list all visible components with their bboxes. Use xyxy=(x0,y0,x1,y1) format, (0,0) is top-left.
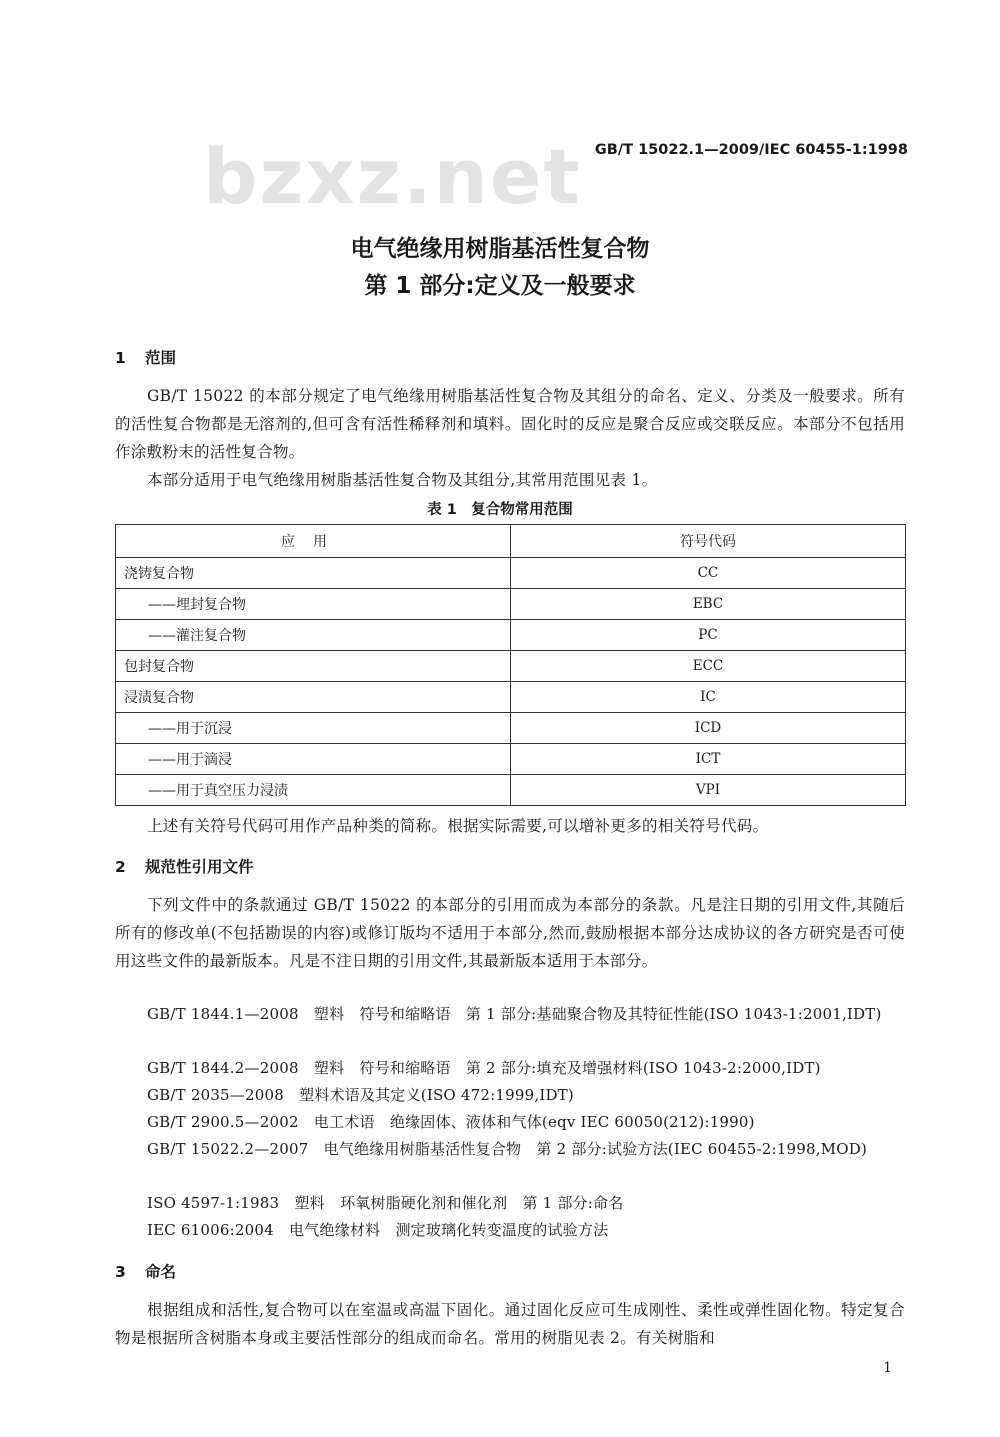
table-row xyxy=(116,651,906,682)
reference-item: GB/T 1844.1—2008 塑料 符号和缩略语 第 1 部分:基础聚合物及其特征性能(ISO 1043-1:2001,IDT) xyxy=(147,1005,882,1023)
table-1 xyxy=(115,524,906,806)
application-cell: 浇铸复合物 xyxy=(116,558,511,589)
reference-item: GB/T 15022.2—2007 电气绝缘用树脂基活性复合物 第 2 部分:试验方法(IEC 60455-2:1998,MOD) xyxy=(147,1140,868,1158)
application-cell: ——用于滴浸 xyxy=(116,744,511,775)
reference-item: GB/T 1844.2—2008 塑料 符号和缩略语 第 2 部分:填充及增强材料(ISO 1043-2:2000,IDT) xyxy=(147,1059,821,1077)
code-cell: IC xyxy=(511,682,906,713)
application-cell: ——用于沉浸 xyxy=(116,713,511,744)
code-cell: ECC xyxy=(511,651,906,682)
reference-item: GB/T 2900.5—2002 电工术语 绝缘固体、液体和气体(eqv IEC 60050(212):1990) xyxy=(147,1113,755,1131)
table-row xyxy=(116,589,906,620)
section-3-number: 3 xyxy=(115,1263,126,1281)
section-1-paragraph-2: 本部分适用于电气绝缘用树脂基活性复合物及其组分,其常用范围见表 1。 xyxy=(147,471,658,489)
page-number: 1 xyxy=(883,1360,892,1376)
column-header-application: 应用 xyxy=(116,525,511,558)
table-row xyxy=(116,744,906,775)
table-header-row xyxy=(116,525,906,558)
section-2-number: 2 xyxy=(115,858,126,876)
section-1-title: 范围 xyxy=(145,349,177,367)
reference-item: ISO 4597-1:1983 塑料 环氧树脂硬化剂和催化剂 第 1 部分:命名 xyxy=(147,1194,624,1212)
code-cell: PC xyxy=(511,620,906,651)
table-row xyxy=(116,713,906,744)
application-cell: 包封复合物 xyxy=(116,651,511,682)
watermark: bzxz.net xyxy=(203,132,582,221)
code-cell: CC xyxy=(511,558,906,589)
application-cell: ——埋封复合物 xyxy=(116,589,511,620)
column-header-code: 符号代码 xyxy=(511,525,906,558)
application-cell: ——灌注复合物 xyxy=(116,620,511,651)
document-title-line1: 电气绝缘用树脂基活性复合物 xyxy=(350,236,650,262)
code-cell: EBC xyxy=(511,589,906,620)
section-3-heading xyxy=(115,1260,176,1282)
section-1-heading xyxy=(115,346,176,368)
standard-code: GB/T 15022.1—2009/IEC 60455-1:1998 xyxy=(594,142,908,158)
section-3-paragraph-1: 根据组成和活性,复合物可以在室温或高温下固化。通过固化反应可生成刚性、柔性或弹性固化物。特定复合物是根据所含树脂本身或主要活性部分的组成而命名。常用的树脂见表 2。有关树脂和 xyxy=(115,1301,905,1347)
reference-item: GB/T 2035—2008 塑料术语及其定义(ISO 472:1999,IDT) xyxy=(147,1086,574,1104)
table-row xyxy=(116,682,906,713)
table-1-note: 上述有关符号代码可用作产品种类的简称。根据实际需要,可以增补更多的相关符号代码。 xyxy=(147,817,769,835)
section-2-title: 规范性引用文件 xyxy=(145,858,254,876)
section-2-paragraph-1: 下列文件中的条款通过 GB/T 15022 的本部分的引用而成为本部分的条款。凡是注日期的引用文件,其随后所有的修改单(不包括勘误的内容)或修订版均不适用于本部分,然而,鼓励根据本部分达成协议的各方研究是否可使用这些文件的最新版本。凡是不注日期的引用文件,其最新版本适用于本部分。 xyxy=(115,896,905,970)
table-row xyxy=(116,558,906,589)
code-cell: ICD xyxy=(511,713,906,744)
section-2-heading xyxy=(115,855,254,877)
application-cell: 浸渍复合物 xyxy=(116,682,511,713)
application-cell: ——用于真空压力浸渍 xyxy=(116,775,511,806)
section-1-number: 1 xyxy=(115,349,126,367)
code-cell: VPI xyxy=(511,775,906,806)
table-row xyxy=(116,775,906,806)
code-cell: ICT xyxy=(511,744,906,775)
document-title-line2: 第 1 部分:定义及一般要求 xyxy=(364,273,636,299)
table-1-caption: 表 1 复合物常用范围 xyxy=(427,502,573,518)
reference-item: IEC 61006:2004 电气绝缘材料 测定玻璃化转变温度的试验方法 xyxy=(147,1221,609,1239)
section-1-paragraph-1: GB/T 15022 的本部分规定了电气绝缘用树脂基活性复合物及其组分的命名、定义、分类及一般要求。所有的活性复合物都是无溶剂的,但可含有活性稀释剂和填料。固化时的反应是聚合反应或交联反应。本部分不包括用作涂敷粉末的活性复合物。 xyxy=(115,387,905,461)
table-row xyxy=(116,620,906,651)
section-3-title: 命名 xyxy=(145,1263,177,1281)
